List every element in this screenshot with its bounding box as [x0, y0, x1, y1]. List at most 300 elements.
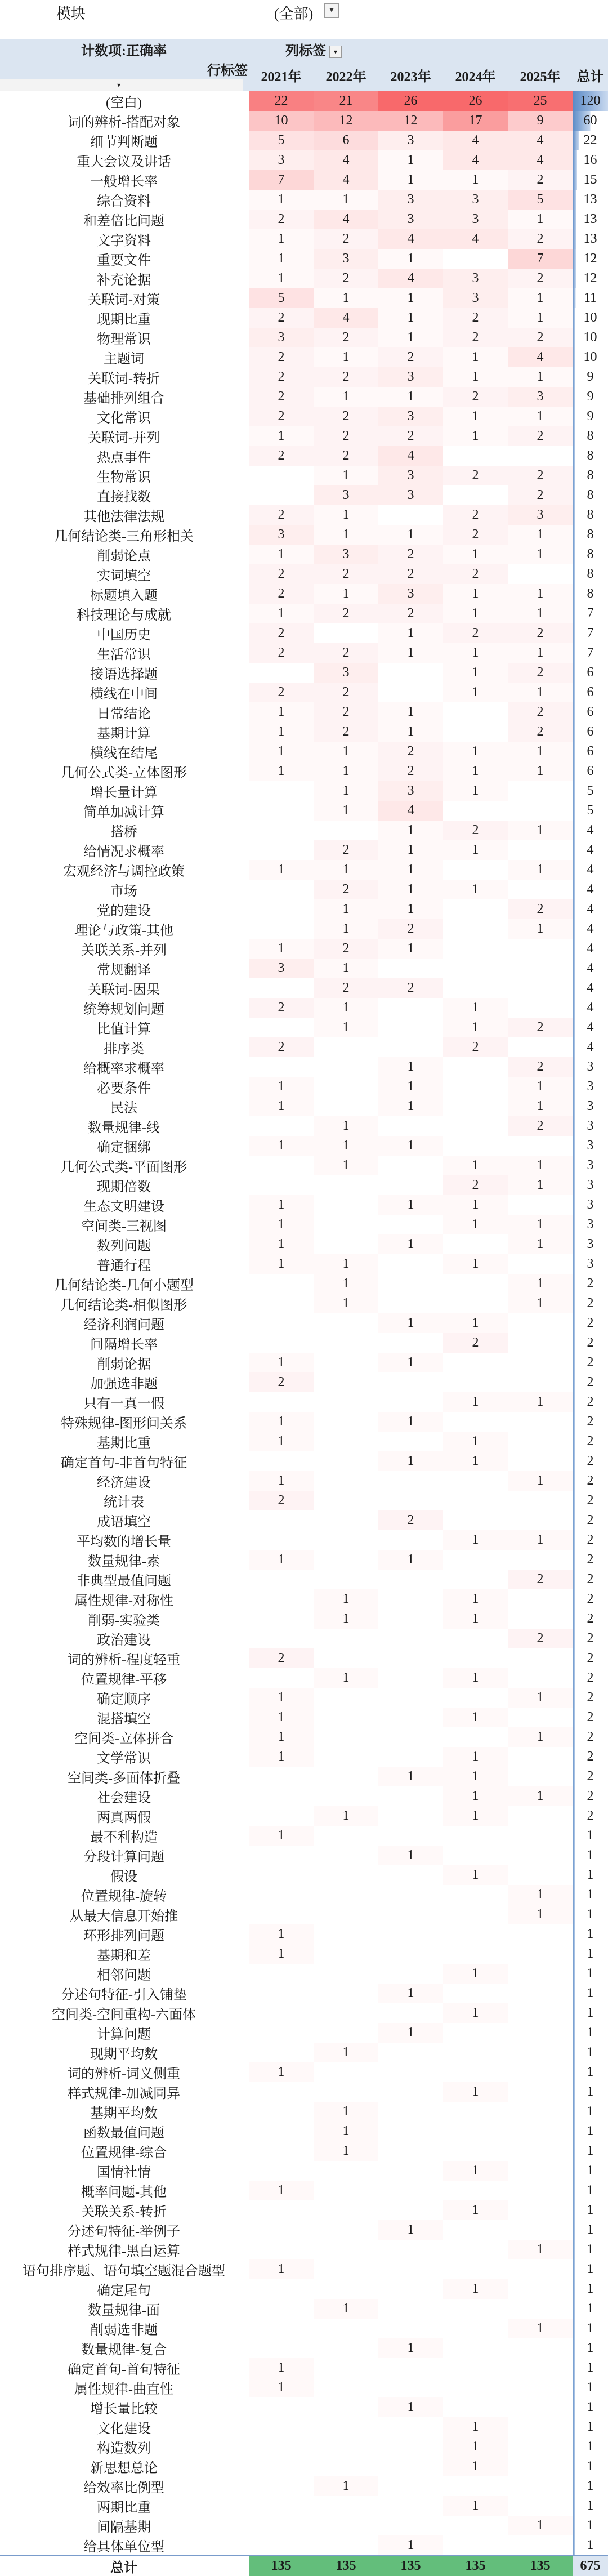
value-cell[interactable]: [443, 1077, 508, 1097]
value-cell[interactable]: [443, 2122, 508, 2141]
value-cell[interactable]: 1: [508, 1688, 573, 1708]
row-label[interactable]: 新思想总论: [90, 2461, 158, 2476]
row-label[interactable]: 给效率比例型: [83, 2481, 164, 2495]
value-cell[interactable]: 1: [249, 269, 314, 288]
value-cell[interactable]: 22: [249, 91, 314, 111]
row-label[interactable]: 属性规律-曲直性: [74, 2382, 173, 2397]
value-cell[interactable]: [443, 1353, 508, 1372]
row-total-cell[interactable]: 1: [573, 2417, 608, 2437]
value-cell[interactable]: [314, 1944, 378, 1964]
value-cell[interactable]: [314, 1215, 378, 1234]
value-cell[interactable]: 2: [508, 1570, 573, 1589]
value-cell[interactable]: [378, 1018, 443, 1037]
value-cell[interactable]: [508, 1136, 573, 1156]
value-cell[interactable]: [314, 1905, 378, 1924]
value-cell[interactable]: [378, 1688, 443, 1708]
value-cell[interactable]: 1: [378, 1313, 443, 1333]
row-total-cell[interactable]: 1: [573, 2181, 608, 2200]
row-label[interactable]: 细节判断题: [90, 135, 158, 150]
table-row[interactable]: [0, 2397, 608, 2417]
value-cell[interactable]: 1: [314, 860, 378, 880]
value-cell[interactable]: 3: [508, 505, 573, 525]
table-row[interactable]: [0, 2476, 608, 2496]
row-label[interactable]: 几何结论类-三角形相关: [54, 529, 194, 544]
value-cell[interactable]: 1: [378, 880, 443, 899]
table-row[interactable]: [0, 1727, 608, 1747]
value-cell[interactable]: 1: [249, 426, 314, 446]
row-total-cell[interactable]: 1: [573, 1924, 608, 1944]
row-label[interactable]: 关联关系-转折: [81, 2205, 167, 2220]
value-cell[interactable]: [378, 2437, 443, 2457]
value-cell[interactable]: [443, 2397, 508, 2417]
table-row[interactable]: [0, 91, 608, 111]
row-label[interactable]: 现期平均数: [90, 2047, 158, 2062]
value-cell[interactable]: 2: [314, 840, 378, 860]
row-label[interactable]: 文化常识: [97, 411, 151, 426]
value-cell[interactable]: 1: [314, 2141, 378, 2161]
value-cell[interactable]: 2: [314, 722, 378, 742]
table-row[interactable]: [0, 525, 608, 545]
value-cell[interactable]: 1: [443, 2082, 508, 2102]
row-total-cell[interactable]: 2: [573, 1767, 608, 1786]
value-cell[interactable]: 2: [314, 702, 378, 722]
value-cell[interactable]: 2: [443, 328, 508, 347]
value-cell[interactable]: [314, 1510, 378, 1530]
value-cell[interactable]: 1: [443, 1964, 508, 1984]
value-cell[interactable]: [314, 1629, 378, 1648]
row-label[interactable]: 横线在结尾: [90, 746, 158, 761]
row-total-cell[interactable]: 9: [573, 367, 608, 387]
table-row[interactable]: [0, 1274, 608, 1294]
value-cell[interactable]: [508, 1313, 573, 1333]
value-cell[interactable]: [508, 801, 573, 821]
value-cell[interactable]: 1: [443, 1589, 508, 1609]
value-cell[interactable]: 5: [249, 288, 314, 308]
value-cell[interactable]: [249, 919, 314, 939]
table-row[interactable]: [0, 2181, 608, 2200]
value-cell[interactable]: [249, 1156, 314, 1175]
value-cell[interactable]: 1: [443, 426, 508, 446]
value-cell[interactable]: 1: [314, 525, 378, 545]
value-cell[interactable]: 26: [443, 91, 508, 111]
value-cell[interactable]: 1: [508, 683, 573, 702]
table-row[interactable]: [0, 1116, 608, 1136]
column-labels-header[interactable]: 列标签 ▾: [249, 39, 378, 59]
value-cell[interactable]: 2: [508, 722, 573, 742]
value-cell[interactable]: [508, 2259, 573, 2279]
value-cell[interactable]: 1: [378, 1195, 443, 1215]
row-label[interactable]: 几何结论类-相似图形: [61, 1298, 187, 1313]
value-cell[interactable]: 1: [508, 210, 573, 229]
value-cell[interactable]: [249, 1530, 314, 1550]
row-label[interactable]: 词的辨析-搭配对象: [68, 115, 180, 130]
value-cell[interactable]: [378, 1491, 443, 1510]
value-cell[interactable]: 1: [314, 466, 378, 485]
value-cell[interactable]: [443, 1234, 508, 1254]
row-label[interactable]: 间隔基期: [97, 2520, 151, 2535]
value-cell[interactable]: [314, 2516, 378, 2535]
row-label[interactable]: 计算问题: [97, 2027, 151, 2042]
value-cell[interactable]: 1: [249, 1550, 314, 1570]
row-total-cell[interactable]: 1: [573, 2397, 608, 2417]
value-cell[interactable]: [314, 2220, 378, 2240]
row-total-cell[interactable]: 11: [573, 288, 608, 308]
table-row[interactable]: [0, 702, 608, 722]
table-row[interactable]: [0, 1057, 608, 1077]
value-cell[interactable]: [443, 1294, 508, 1313]
value-cell[interactable]: [378, 2102, 443, 2122]
value-cell[interactable]: 1: [378, 2023, 443, 2043]
row-label[interactable]: 确定顺序: [97, 1692, 151, 1707]
value-cell[interactable]: [508, 1865, 573, 1885]
value-cell[interactable]: 1: [249, 1688, 314, 1708]
row-total-cell[interactable]: 2: [573, 1471, 608, 1491]
row-total-cell[interactable]: 1: [573, 2378, 608, 2397]
value-cell[interactable]: 3: [378, 190, 443, 210]
value-cell[interactable]: [508, 1747, 573, 1767]
value-cell[interactable]: 1: [314, 919, 378, 939]
value-cell[interactable]: [508, 2102, 573, 2122]
value-cell[interactable]: 1: [508, 643, 573, 663]
value-cell[interactable]: 1: [508, 1077, 573, 1097]
value-cell[interactable]: 1: [378, 2338, 443, 2358]
value-cell[interactable]: 3: [443, 288, 508, 308]
row-label[interactable]: 数量规律-素: [88, 1554, 160, 1569]
value-cell[interactable]: [249, 1609, 314, 1629]
value-cell[interactable]: [249, 1510, 314, 1530]
value-cell[interactable]: 1: [443, 1215, 508, 1234]
value-cell[interactable]: 2: [249, 505, 314, 525]
value-cell[interactable]: [378, 1924, 443, 1944]
value-cell[interactable]: [508, 939, 573, 959]
value-cell[interactable]: 12: [314, 111, 378, 131]
value-cell[interactable]: 1: [378, 860, 443, 880]
row-total-cell[interactable]: 1: [573, 1905, 608, 1924]
row-label[interactable]: 基础排列组合: [83, 391, 164, 406]
value-cell[interactable]: 1: [508, 545, 573, 564]
row-label[interactable]: 成语填空: [97, 1515, 151, 1530]
value-cell[interactable]: 2: [508, 229, 573, 249]
value-cell[interactable]: 1: [314, 1589, 378, 1609]
value-cell[interactable]: [443, 1412, 508, 1432]
value-cell[interactable]: [378, 2496, 443, 2516]
value-cell[interactable]: [508, 781, 573, 801]
row-total-cell[interactable]: 12: [573, 269, 608, 288]
value-cell[interactable]: [508, 1037, 573, 1057]
value-cell[interactable]: [314, 1353, 378, 1372]
row-total-cell[interactable]: 8: [573, 564, 608, 584]
table-row[interactable]: [0, 308, 608, 328]
value-cell[interactable]: 1: [249, 1432, 314, 1451]
value-cell[interactable]: [443, 1648, 508, 1668]
value-cell[interactable]: 3: [314, 485, 378, 505]
table-row[interactable]: [0, 584, 608, 604]
value-cell[interactable]: 3: [314, 545, 378, 564]
row-total-cell[interactable]: 2: [573, 1688, 608, 1708]
value-cell[interactable]: [443, 2358, 508, 2378]
table-row[interactable]: [0, 367, 608, 387]
value-cell[interactable]: [508, 1412, 573, 1432]
value-cell[interactable]: [249, 2043, 314, 2062]
value-cell[interactable]: 1: [249, 702, 314, 722]
table-row[interactable]: [0, 663, 608, 683]
row-total-cell[interactable]: 13: [573, 210, 608, 229]
value-cell[interactable]: [508, 1491, 573, 1510]
row-total-cell[interactable]: 8: [573, 485, 608, 505]
value-cell[interactable]: [314, 2535, 378, 2556]
value-cell[interactable]: 1: [508, 1786, 573, 1806]
row-label[interactable]: 排序类: [104, 1042, 144, 1057]
value-cell[interactable]: [249, 2338, 314, 2358]
row-total-cell[interactable]: 1: [573, 2200, 608, 2220]
value-cell[interactable]: 2: [314, 880, 378, 899]
value-cell[interactable]: 3: [249, 150, 314, 170]
value-cell[interactable]: [249, 1451, 314, 1471]
value-cell[interactable]: 1: [443, 584, 508, 604]
value-cell[interactable]: 2: [249, 623, 314, 643]
value-cell[interactable]: [508, 1372, 573, 1392]
table-row[interactable]: [0, 2141, 608, 2161]
value-cell[interactable]: 1: [249, 1747, 314, 1767]
row-label[interactable]: 属性规律-对称性: [74, 1594, 173, 1608]
row-label[interactable]: 统筹规划问题: [83, 1002, 164, 1017]
value-cell[interactable]: 2: [249, 1648, 314, 1668]
value-cell[interactable]: 1: [508, 288, 573, 308]
row-label[interactable]: 削弱论据: [97, 1357, 151, 1372]
value-cell[interactable]: [443, 2516, 508, 2535]
value-cell[interactable]: [249, 1175, 314, 1195]
row-label[interactable]: 词的辨析-词义侧重: [68, 2067, 180, 2082]
value-cell[interactable]: [314, 1412, 378, 1432]
value-cell[interactable]: 4: [314, 308, 378, 328]
value-cell[interactable]: [378, 1294, 443, 1313]
table-row[interactable]: [0, 150, 608, 170]
value-cell[interactable]: [443, 1116, 508, 1136]
value-cell[interactable]: [314, 2417, 378, 2437]
value-cell[interactable]: [378, 1885, 443, 1905]
value-cell[interactable]: [378, 1037, 443, 1057]
table-row[interactable]: [0, 1510, 608, 1530]
table-row[interactable]: [0, 387, 608, 407]
table-row[interactable]: [0, 1826, 608, 1846]
row-label[interactable]: 补充论据: [97, 273, 151, 288]
value-cell[interactable]: [314, 2259, 378, 2279]
row-label[interactable]: 分段计算问题: [83, 1850, 164, 1865]
value-cell[interactable]: [249, 1274, 314, 1294]
value-cell[interactable]: 1: [249, 1215, 314, 1234]
table-row[interactable]: [0, 2358, 608, 2378]
value-cell[interactable]: 1: [249, 2378, 314, 2397]
row-total-cell[interactable]: 3: [573, 1156, 608, 1175]
value-cell[interactable]: 1: [314, 998, 378, 1018]
table-row[interactable]: [0, 1077, 608, 1097]
value-cell[interactable]: 1: [314, 190, 378, 210]
row-total-cell[interactable]: 6: [573, 683, 608, 702]
table-row[interactable]: [0, 2516, 608, 2535]
table-row[interactable]: [0, 1708, 608, 1727]
row-label[interactable]: 数量规律-复合: [81, 2343, 167, 2357]
table-row[interactable]: [0, 998, 608, 1018]
value-cell[interactable]: 1: [508, 1097, 573, 1116]
row-total-cell[interactable]: 1: [573, 2319, 608, 2338]
value-cell[interactable]: [443, 1826, 508, 1846]
value-cell[interactable]: 1: [378, 308, 443, 328]
value-cell[interactable]: [378, 2358, 443, 2378]
value-cell[interactable]: 2: [378, 978, 443, 998]
table-row[interactable]: [0, 781, 608, 801]
value-cell[interactable]: 2: [508, 702, 573, 722]
value-cell[interactable]: [314, 1195, 378, 1215]
value-cell[interactable]: 1: [508, 1471, 573, 1491]
value-cell[interactable]: [443, 959, 508, 978]
value-cell[interactable]: [314, 1846, 378, 1865]
table-row[interactable]: [0, 2259, 608, 2279]
value-cell[interactable]: 1: [508, 1175, 573, 1195]
table-row[interactable]: [0, 623, 608, 643]
table-row[interactable]: [0, 1984, 608, 2003]
value-cell[interactable]: [443, 2102, 508, 2122]
table-row[interactable]: [0, 2437, 608, 2457]
row-total-cell[interactable]: 2: [573, 1432, 608, 1451]
value-cell[interactable]: 2: [443, 1333, 508, 1353]
value-cell[interactable]: [443, 1905, 508, 1924]
row-label[interactable]: 几何结论类-几何小题型: [54, 1278, 194, 1293]
table-row[interactable]: [0, 1215, 608, 1234]
table-row[interactable]: [0, 919, 608, 939]
row-label[interactable]: 几何公式类-平面图形: [61, 1160, 187, 1175]
value-cell[interactable]: [443, 1136, 508, 1156]
value-cell[interactable]: 3: [314, 663, 378, 683]
row-total-cell[interactable]: 2: [573, 1668, 608, 1688]
value-cell[interactable]: [443, 1491, 508, 1510]
value-cell[interactable]: [508, 2200, 573, 2220]
value-cell[interactable]: 3: [508, 387, 573, 407]
value-cell[interactable]: [443, 2220, 508, 2240]
value-cell[interactable]: 1: [443, 840, 508, 860]
row-total-cell[interactable]: 1: [573, 2161, 608, 2181]
row-total-cell[interactable]: 2: [573, 1648, 608, 1668]
table-row[interactable]: [0, 683, 608, 702]
table-row[interactable]: [0, 1846, 608, 1865]
value-cell[interactable]: 1: [378, 249, 443, 269]
row-label[interactable]: 生活常识: [97, 648, 151, 662]
value-cell[interactable]: 1: [378, 1097, 443, 1116]
value-cell[interactable]: 2: [314, 269, 378, 288]
value-cell[interactable]: 5: [508, 190, 573, 210]
value-cell[interactable]: [378, 1589, 443, 1609]
value-cell[interactable]: 1: [443, 367, 508, 387]
value-cell[interactable]: [249, 1668, 314, 1688]
value-cell[interactable]: 21: [314, 91, 378, 111]
value-cell[interactable]: 1: [443, 1156, 508, 1175]
value-cell[interactable]: [314, 2457, 378, 2476]
table-row[interactable]: [0, 1037, 608, 1057]
value-cell[interactable]: 1: [443, 170, 508, 190]
value-cell[interactable]: 2: [249, 564, 314, 584]
value-cell[interactable]: 1: [443, 2200, 508, 2220]
value-cell[interactable]: [508, 840, 573, 860]
row-total-cell[interactable]: 13: [573, 229, 608, 249]
value-cell[interactable]: 1: [314, 1136, 378, 1156]
table-row[interactable]: [0, 2023, 608, 2043]
row-label[interactable]: 生物常识: [97, 470, 151, 485]
value-cell[interactable]: [314, 2397, 378, 2417]
value-cell[interactable]: 1: [443, 2003, 508, 2023]
row-total-cell[interactable]: 6: [573, 663, 608, 683]
value-cell[interactable]: 4: [378, 801, 443, 821]
table-row[interactable]: [0, 2240, 608, 2259]
value-cell[interactable]: 1: [443, 407, 508, 426]
value-cell[interactable]: [378, 2259, 443, 2279]
value-cell[interactable]: [508, 2397, 573, 2417]
table-row[interactable]: [0, 1688, 608, 1708]
value-cell[interactable]: 1: [249, 1234, 314, 1254]
table-row[interactable]: [0, 2378, 608, 2397]
value-cell[interactable]: [314, 2023, 378, 2043]
table-row[interactable]: [0, 1156, 608, 1175]
value-cell[interactable]: [378, 1865, 443, 1885]
value-cell[interactable]: 1: [443, 2161, 508, 2181]
value-cell[interactable]: 1: [378, 1077, 443, 1097]
row-label[interactable]: 非典型最值问题: [77, 1574, 171, 1589]
value-cell[interactable]: 3: [378, 131, 443, 150]
filter-dropdown-icon[interactable]: ▾: [324, 3, 339, 18]
value-cell[interactable]: 2: [443, 821, 508, 840]
value-cell[interactable]: [314, 2496, 378, 2516]
value-cell[interactable]: [378, 1254, 443, 1274]
value-cell[interactable]: [508, 2496, 573, 2516]
value-cell[interactable]: 1: [508, 761, 573, 781]
value-cell[interactable]: 2: [443, 387, 508, 407]
row-label[interactable]: 位置规律-旋转: [81, 1889, 167, 1904]
value-cell[interactable]: 1: [314, 899, 378, 919]
value-cell[interactable]: [378, 1727, 443, 1747]
value-cell[interactable]: 2: [314, 978, 378, 998]
value-cell[interactable]: [508, 2062, 573, 2082]
row-total-cell[interactable]: 4: [573, 860, 608, 880]
value-cell[interactable]: 2: [249, 446, 314, 466]
row-label[interactable]: 接语选择题: [90, 667, 158, 682]
value-cell[interactable]: 1: [378, 1234, 443, 1254]
row-total-cell[interactable]: 12: [573, 249, 608, 269]
value-cell[interactable]: [508, 2476, 573, 2496]
value-cell[interactable]: 5: [249, 131, 314, 150]
value-cell[interactable]: 2: [508, 1018, 573, 1037]
value-cell[interactable]: [378, 2082, 443, 2102]
value-cell[interactable]: [443, 1629, 508, 1648]
row-label[interactable]: 基期计算: [97, 727, 151, 741]
value-cell[interactable]: 1: [443, 1392, 508, 1412]
value-cell[interactable]: 2: [314, 604, 378, 623]
row-label[interactable]: 国情社情: [97, 2165, 151, 2180]
value-cell[interactable]: 2: [508, 663, 573, 683]
row-total-cell[interactable]: 1: [573, 2535, 608, 2556]
value-cell[interactable]: 2: [508, 170, 573, 190]
value-cell[interactable]: [314, 2338, 378, 2358]
value-cell[interactable]: [508, 2437, 573, 2457]
value-cell[interactable]: 1: [314, 584, 378, 604]
value-cell[interactable]: 1: [443, 1254, 508, 1274]
value-cell[interactable]: [378, 2457, 443, 2476]
value-cell[interactable]: [314, 1491, 378, 1510]
row-label[interactable]: 函数最值问题: [83, 2126, 164, 2141]
value-cell[interactable]: 1: [378, 1550, 443, 1570]
table-row[interactable]: [0, 1747, 608, 1767]
value-cell[interactable]: 1: [314, 2299, 378, 2319]
value-cell[interactable]: [443, 2043, 508, 2062]
row-total-cell[interactable]: 2: [573, 1806, 608, 1826]
value-cell[interactable]: 2: [249, 407, 314, 426]
